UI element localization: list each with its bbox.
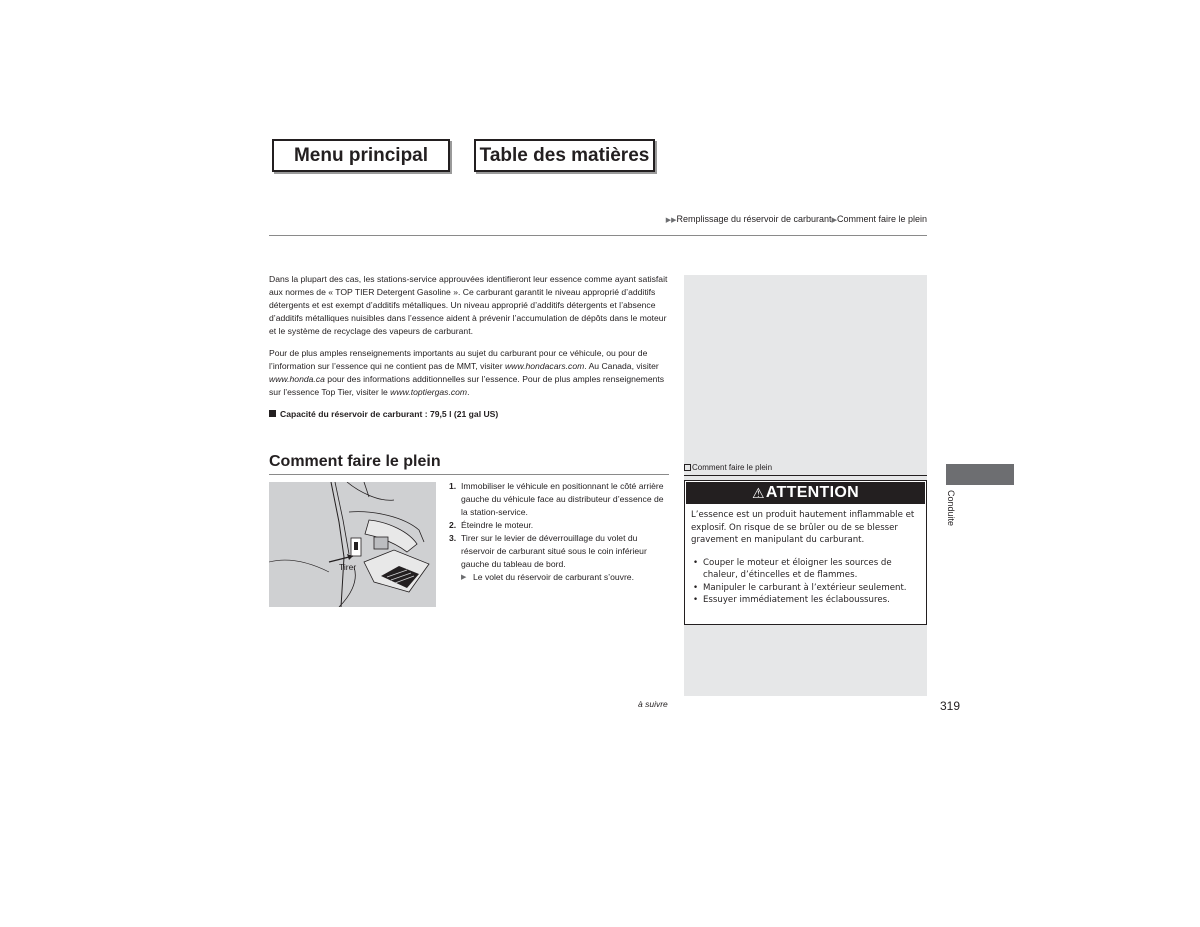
warning-triangle-icon: ⚠ bbox=[752, 484, 765, 501]
warning-body bbox=[685, 505, 926, 607]
section-divider bbox=[269, 474, 669, 475]
header-divider bbox=[269, 235, 927, 236]
main-menu-button[interactable]: Menu principal bbox=[272, 139, 450, 172]
step-item: 2. Éteindre le moteur. bbox=[449, 520, 534, 530]
page-number: 319 bbox=[940, 699, 961, 713]
table-of-contents-button[interactable]: Table des matières bbox=[474, 139, 655, 172]
fuel-lever-illustration bbox=[269, 482, 436, 607]
warning-header: ⚠ ATTENTION bbox=[686, 482, 925, 504]
breadcrumb-item-refueling: Comment faire le plein bbox=[836, 214, 927, 224]
list-item: • Manipuler le carburant à l’extérieur seulement. bbox=[691, 582, 920, 595]
warning-paragraph: L’essence est un produit hautement inflammable et explosif. On risque de se brûler ou de se blesser gravement en manipulant du carburant. bbox=[691, 510, 915, 545]
chapter-tab-label: Conduite bbox=[946, 490, 956, 527]
honda-ca-link[interactable]: www.honda.ca bbox=[269, 374, 325, 384]
sidebar-divider bbox=[684, 475, 927, 476]
list-item: • Couper le moteur et éloigner les sources de chaleur, d’étincelles et de flammes. bbox=[691, 557, 920, 582]
hondacars-link[interactable]: www.hondacars.com bbox=[504, 361, 585, 371]
breadcrumb-arrow-icon: ▶ bbox=[831, 217, 837, 224]
continued-note: à suivre bbox=[638, 699, 668, 709]
breadcrumb bbox=[666, 214, 927, 224]
warning-box bbox=[684, 480, 927, 625]
result-arrow-icon: ▶ bbox=[461, 574, 467, 581]
reference-box-icon bbox=[684, 464, 691, 471]
breadcrumb-item-fuel-tank[interactable]: Remplissage du réservoir de carburant bbox=[676, 214, 832, 224]
tank-capacity: Capacité du réservoir de carburant : 79,5 l (21 gal US) bbox=[269, 408, 671, 421]
refueling-steps bbox=[449, 480, 671, 584]
intro-text bbox=[269, 273, 671, 421]
chapter-tab[interactable] bbox=[946, 464, 1014, 485]
breadcrumb-arrow-icon: ▶▶ bbox=[665, 217, 677, 224]
step-item: 3. Tirer sur le levier de déverrouillage du volet du réservoir de carburant situé sous le coin inférieur gauche du tableau de bord. ▶ Le volet du réservoir de carburant s’ouvre. bbox=[449, 532, 671, 584]
step-item: 1. Immobiliser le véhicule en positionnant le côté arrière gauche du véhicule face au distributeur d’essence de la station-service. bbox=[449, 481, 664, 517]
square-bullet-icon bbox=[269, 410, 276, 417]
intro-paragraph: Dans la plupart des cas, les stations-service approuvées identifieront leur essence comme ayant satisfait aux normes de « TOP TIER Detergent Gasoline ». Ce carburant garantit le niveau approprié d’additifs détergents et est exempt d’additifs métalliques. Un niveau approprié d’additifs détergents et l’absence d’additifs métalliques nuisibles dans l’essence aident à prévenir l’accumulation de dépôts dans le moteur et le système de recyclage des vapeurs de carburant. bbox=[269, 274, 668, 336]
section-title: Comment faire le plein bbox=[269, 453, 441, 470]
list-item: • Essuyer immédiatement les éclaboussures. bbox=[691, 594, 920, 607]
step-result: ▶ Le volet du réservoir de carburant s’ouvre. bbox=[461, 572, 634, 582]
info-paragraph: Pour de plus amples renseignements importants au sujet du carburant pour ce véhicule, ou pour de l’information sur l’essence qui ne contient pas de MMT, visiter www.hondacars.com. Au Canada, visiter www.honda.ca pour des informations additionnelles sur l’essence. Pour de plus amples renseignements sur l’essence Top Tier, visiter le www.toptiergas.com. bbox=[269, 348, 665, 397]
warning-list bbox=[691, 557, 920, 607]
figure-label-pull: Tirer bbox=[339, 562, 357, 572]
toptiergas-link[interactable]: www.toptiergas.com bbox=[390, 387, 468, 397]
sidebar-reference: Comment faire le plein bbox=[684, 463, 772, 472]
